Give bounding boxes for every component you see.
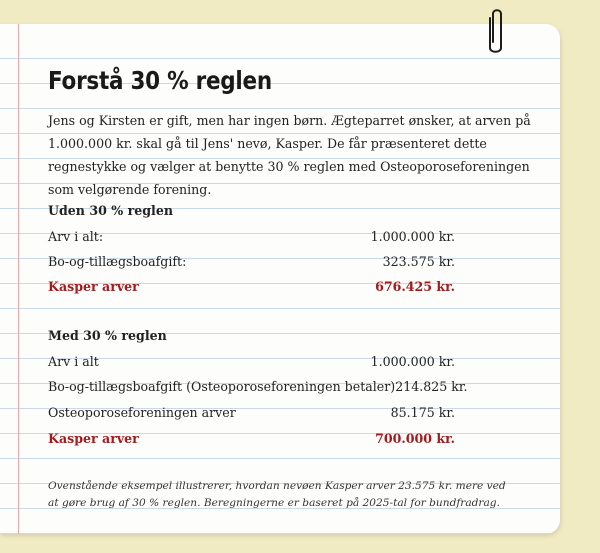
- paperclip-icon: [486, 4, 508, 54]
- footnote: Ovenstående eksempel illustrerer, hvordan nevøen Kasper arver 23.575 kr. mere ved at gøre brug af 30 % reglen. Beregningerne er baseret på 2025-tal for bundfradrag.: [48, 480, 506, 509]
- section-heading-with-rule: Med 30 % reglen: [48, 328, 167, 343]
- table-row: [48, 379, 468, 394]
- row-value: 1.000.000 kr.: [370, 354, 455, 369]
- table-row: [48, 354, 455, 369]
- row-label: Bo-og-tillægsboafgift:: [48, 254, 187, 269]
- row-label: Arv i alt:: [48, 229, 104, 244]
- row-value: 700.000 kr.: [375, 431, 455, 446]
- table-row-result: [48, 279, 455, 294]
- row-value: 85.175 kr.: [390, 405, 455, 420]
- table-row-result: [48, 431, 455, 446]
- row-label: Kasper arver: [48, 279, 139, 294]
- table-row: [48, 229, 455, 244]
- intro-paragraph: Jens og Kirsten er gift, men har ingen børn. Ægteparret ønsker, at arven på 1.000.000 kr. skal gå til Jens' nevø, Kasper. De får præsenteret dette regnestykke og vælger at benytte 30 % reglen med Osteoporoseforeningen som velgørende forening.: [48, 113, 531, 197]
- margin-line: [18, 24, 19, 534]
- row-value: 214.825 kr.: [395, 379, 468, 394]
- row-label: Kasper arver: [48, 431, 139, 446]
- page-title: Forstå 30 % reglen: [48, 66, 272, 95]
- row-value: 676.425 kr.: [375, 279, 455, 294]
- row-label: Arv i alt: [48, 354, 99, 369]
- table-row: [48, 254, 455, 269]
- table-row: [48, 405, 455, 420]
- section-heading-without-rule: Uden 30 % reglen: [48, 203, 174, 218]
- row-value: 1.000.000 kr.: [370, 229, 455, 244]
- row-label: Bo-og-tillægsboafgift (Osteoporoseforeningen betaler): [48, 379, 396, 394]
- row-value: 323.575 kr.: [382, 254, 455, 269]
- row-label: Osteoporoseforeningen arver: [48, 405, 236, 420]
